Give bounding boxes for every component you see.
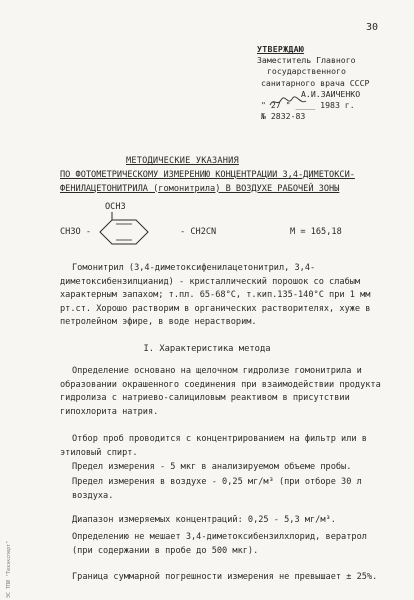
signature — [268, 96, 308, 108]
formula-right-group: - CH2CN — [180, 227, 217, 237]
title-line-0: МЕТОДИЧЕСКИЕ УКАЗАНИЯ — [126, 156, 239, 166]
paragraph-interference: Определению не мешает 3,4-диметоксибензилхлорид, вератрол (при содержании в пробе до 500 мкг). — [72, 532, 367, 556]
approval-line-1: Заместитель Главного — [257, 55, 356, 66]
side-stamp — [6, 520, 16, 600]
side-stamp-text: ЭС ТПИ "Техэксперт" — [6, 540, 12, 598]
approval-number: № 2832-83 — [261, 111, 306, 122]
approval-date: " 27 " ____ 1983 г. — [261, 100, 355, 111]
title-line-1: ПО ФОТОМЕТРИЧЕСКОМУ ИЗМЕРЕНИЮ КОНЦЕНТРАЦИИ 3,4-ДИМЕТОКСИ- — [60, 169, 355, 180]
benzene-ring-icon — [90, 210, 180, 250]
approval-block — [257, 44, 369, 122]
paragraph-description: Гомонитрил (3,4-диметоксифенилацетонитрил, 3,4-диметоксибензилцианид) - кристаллический порошок со слабым характерным запахом; т.пл. 65-68°С, т.кип.135-140°С при 1 мм рт.ст. Хорошо растворим в органических растворителях, хуже в петролейном эфире, в воде нерастворим. — [60, 263, 371, 328]
paragraph-method: Определение основано на щелочном гидролизе гомонитрила и образовании окрашенного соединения при взаимодействии продукта гидролиза с натриево-салициловым реактивом в присутствии гипохлорита натрия. — [60, 366, 381, 417]
formula-left-group: CH3O - — [60, 227, 92, 237]
approval-signatory: А.И.ЗАИЧЕНКО — [301, 88, 361, 99]
approval-line-2: государственного — [267, 66, 346, 77]
paragraph-measure-limit: Предел измерения - 5 мкг в анализируемом объеме пробы. — [72, 462, 352, 472]
paragraph-error: Граница суммарной погрешности измерения не превышает ± 25%. — [72, 572, 378, 582]
formula-och3: OCH3 — [105, 202, 126, 212]
section-title: I. Характеристика метода — [143, 344, 271, 354]
page-number: 30 — [365, 22, 378, 33]
molar-mass: M = 165,18 — [290, 227, 342, 237]
approval-heading: УТВЕРЖДАЮ — [257, 44, 305, 54]
paragraph-air-limit: Предел измерения в воздухе - 0,25 мг/м³ (при отборе 30 л воздуха. — [72, 477, 362, 501]
approval-line-3: санитарного врача СССР — [261, 77, 370, 88]
paragraph-sampling: Отбор проб проводится с концентрированием на фильтр или в этиловый спирт. — [60, 434, 367, 458]
paragraph-range: Диапазон измеряемых концентраций: 0,25 - 5,3 мг/м³. — [72, 515, 336, 525]
document-title — [60, 155, 390, 196]
title-line-2: ФЕНИЛАЦЕТОНИТРИЛА (гомонитрила) В ВОЗДУХЕ РАБОЧЕЙ ЗОНЫ — [60, 183, 340, 194]
